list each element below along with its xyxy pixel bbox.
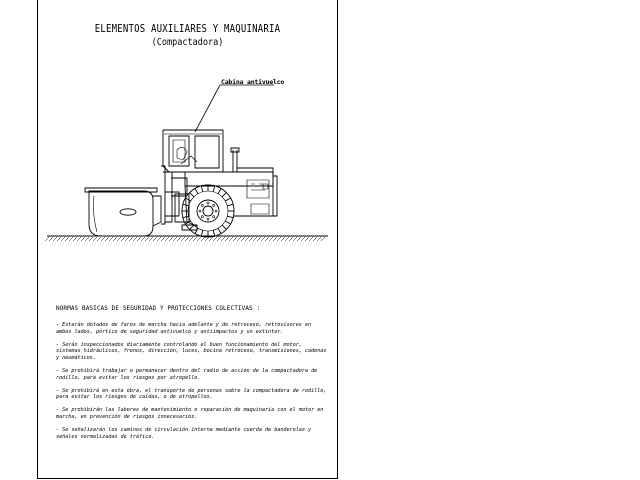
note-item: - Se prohibirá trabajar o permanecer dentro del radio de acción de la compactadora de rodillo, para evitar los riesgos por atropello. [56, 367, 318, 381]
cabin-rops [163, 130, 223, 172]
callout-leader [195, 85, 274, 132]
front-drum-roller [85, 188, 157, 236]
front-frame [153, 166, 172, 226]
note-item: - Estarán dotados de faros de marcha hacia adelante y de retroceso, retrovisores en ambos lados, pórtico de seguridad antivuelco y antiimpactos y un extintor. [56, 322, 312, 335]
safety-notes-list [56, 322, 328, 447]
sheet-title: ELEMENTOS AUXILIARES Y MAQUINARIA [94, 24, 281, 36]
sheet-subtitle: (Compactadora) [151, 37, 224, 49]
machine-chassis [165, 168, 273, 230]
hatched-ground-line [45, 236, 328, 241]
rear-tyre [182, 185, 234, 237]
note-item: - Se señalizarán los caminos de circulación interna mediante cuerda de banderolas y señales normalizadas de tráfico. [56, 427, 312, 440]
note-item: - Se prohibirá en esta obra, el transporte de personas sobre la compactadora de rodillo, para evitar los riesgos de caídas, o de atropellos. [56, 387, 327, 401]
cabin-callout-label: Cabina antivuelco [221, 78, 285, 86]
note-item: - Se prohibirán las labores de mantenimiento o reparación de maquinaria con el motor en marcha, en prevención de riesgos innecesarios. [56, 407, 324, 420]
notes-heading: NORMAS BASICAS DE SEGURIDAD Y PROTECCIONES COLECTIVAS : [56, 305, 261, 312]
rear-counterweight [233, 176, 277, 216]
road-roller-compactor-drawing [37, 0, 338, 300]
note-item: - Serán inspeccionados diariamente controlando el buen funcionamiento del motor, sistemas hidráulicos, frenos, dirección, luces, bocina retroceso, transmisiones, cadenas y neumáticos. [56, 341, 327, 361]
